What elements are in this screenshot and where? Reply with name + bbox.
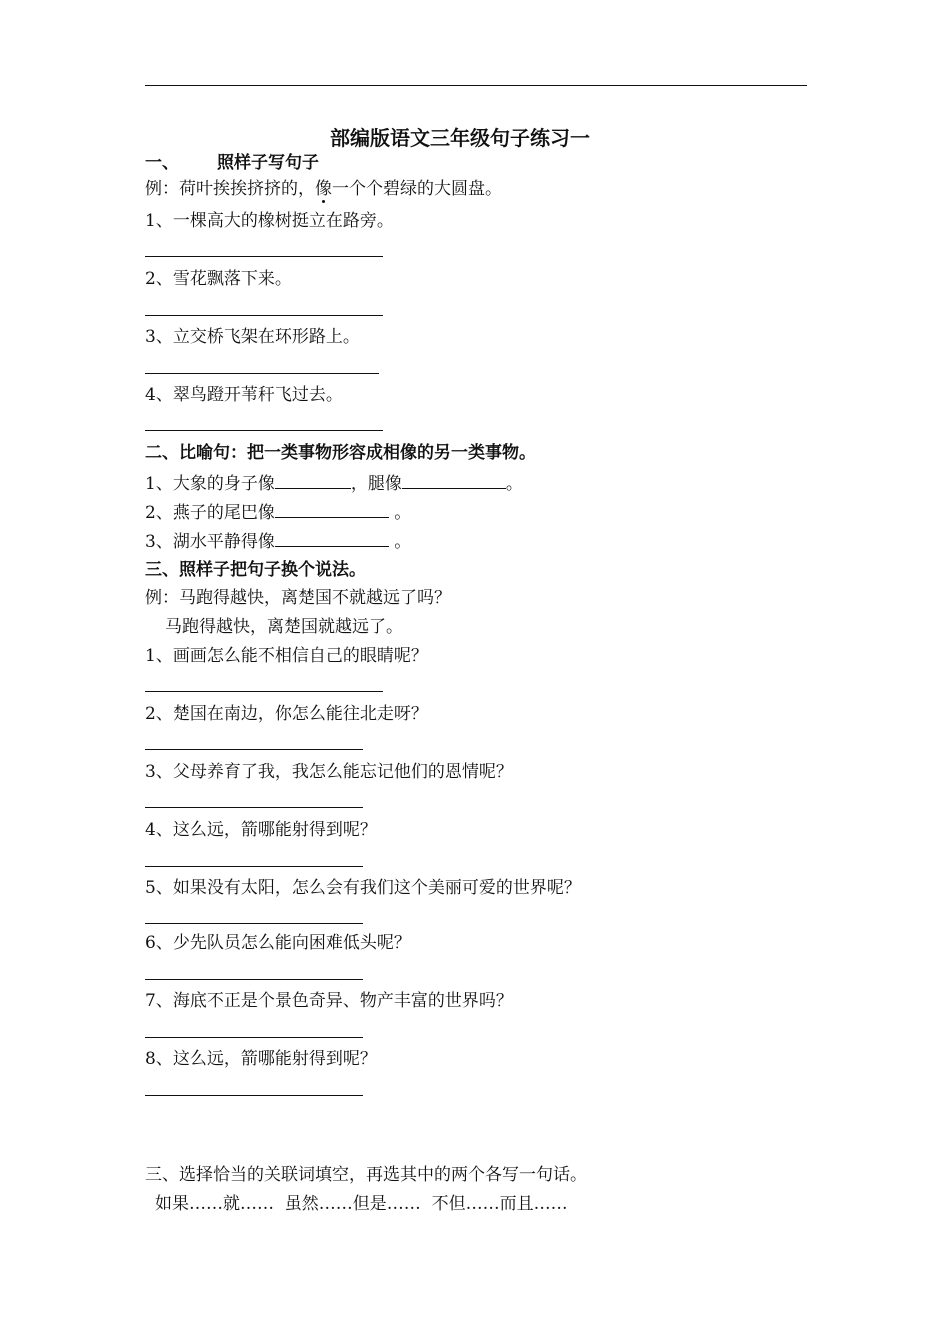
example-text-start: 例：荷叶挨挨挤挤的， <box>145 179 315 199</box>
answer-line[interactable] <box>145 430 383 431</box>
conjunction-options: 如果……就…… 虽然……但是…… 不但……而且…… <box>155 1194 568 1214</box>
section-3-heading: 三、照样子把句子换个说法。 <box>145 560 366 580</box>
section-4-heading: 三、选择恰当的关联词填空，再选其中的两个各写一句话。 <box>145 1165 587 1185</box>
blank[interactable] <box>275 471 351 489</box>
example-emphasis-char: 像 <box>315 179 332 199</box>
s1-question-1: 1、一棵高大的橡树挺立在路旁。 <box>145 211 394 231</box>
answer-line[interactable] <box>145 1037 363 1038</box>
s1-question-4: 4、翠鸟蹬开苇秆飞过去。 <box>145 385 343 405</box>
answer-line[interactable] <box>145 373 379 374</box>
answer-line[interactable] <box>145 256 383 257</box>
section-2-heading: 二、比喻句：把一类事物形容成相像的另一类事物。 <box>145 443 536 463</box>
answer-line[interactable] <box>145 979 363 980</box>
answer-line[interactable] <box>145 866 363 867</box>
section-1-number: 一、 <box>145 153 179 173</box>
s1-question-2: 2、雪花飘落下来。 <box>145 269 292 289</box>
blank[interactable] <box>275 529 389 547</box>
s3-question-4: 4、这么远，箭哪能射得到呢？ <box>145 820 377 840</box>
s3-question-7: 7、海底不正是个景色奇异、物产丰富的世界吗？ <box>145 991 513 1011</box>
answer-line[interactable] <box>145 691 383 692</box>
example-text-end: 一个个碧绿的大圆盘。 <box>332 179 502 199</box>
page-title: 部编版语文三年级句子练习一 <box>330 126 590 150</box>
s3-example-question: 例：马跑得越快，离楚国不就越远了吗？ <box>145 588 451 608</box>
s2-q2-end: 。 <box>388 503 412 523</box>
s2-q3-text: 3、湖水平静得像 <box>145 532 275 552</box>
answer-line[interactable] <box>145 807 363 808</box>
s2-q1-end: 。 <box>505 474 523 494</box>
answer-line[interactable] <box>145 923 363 924</box>
s3-question-2: 2、楚国在南边，你怎么能往北走呀？ <box>145 704 428 724</box>
answer-line[interactable] <box>145 1095 363 1096</box>
s3-question-6: 6、少先队员怎么能向困难低头呢？ <box>145 933 411 953</box>
s2-question-3 <box>145 529 411 553</box>
section-1-heading <box>145 152 319 174</box>
s2-q2-text: 2、燕子的尾巴像 <box>145 503 275 523</box>
blank[interactable] <box>275 500 389 518</box>
answer-line[interactable] <box>145 749 363 750</box>
s1-question-3: 3、立交桥飞架在环形路上。 <box>145 327 360 347</box>
s2-q1-text-2: ，腿像 <box>350 474 402 494</box>
s2-q3-end: 。 <box>388 532 412 552</box>
s2-question-1 <box>145 471 523 495</box>
answer-line[interactable] <box>145 315 383 316</box>
s3-question-1: 1、画画怎么能不相信自己的眼睛呢？ <box>145 646 428 666</box>
s3-question-3: 3、父母养育了我，我怎么能忘记他们的恩情呢？ <box>145 762 513 782</box>
header-rule <box>145 85 807 86</box>
blank[interactable] <box>402 471 506 489</box>
s3-question-5: 5、如果没有太阳，怎么会有我们这个美丽可爱的世界呢？ <box>145 878 581 898</box>
s3-example-answer: 马跑得越快，离楚国就越远了。 <box>165 617 403 637</box>
s2-q1-text: 1、大象的身子像 <box>145 474 275 494</box>
s2-question-2 <box>145 500 411 524</box>
s3-question-8: 8、这么远，箭哪能射得到呢？ <box>145 1049 377 1069</box>
section-1-example <box>145 178 502 200</box>
section-1-title: 照样子写句子 <box>217 153 319 173</box>
